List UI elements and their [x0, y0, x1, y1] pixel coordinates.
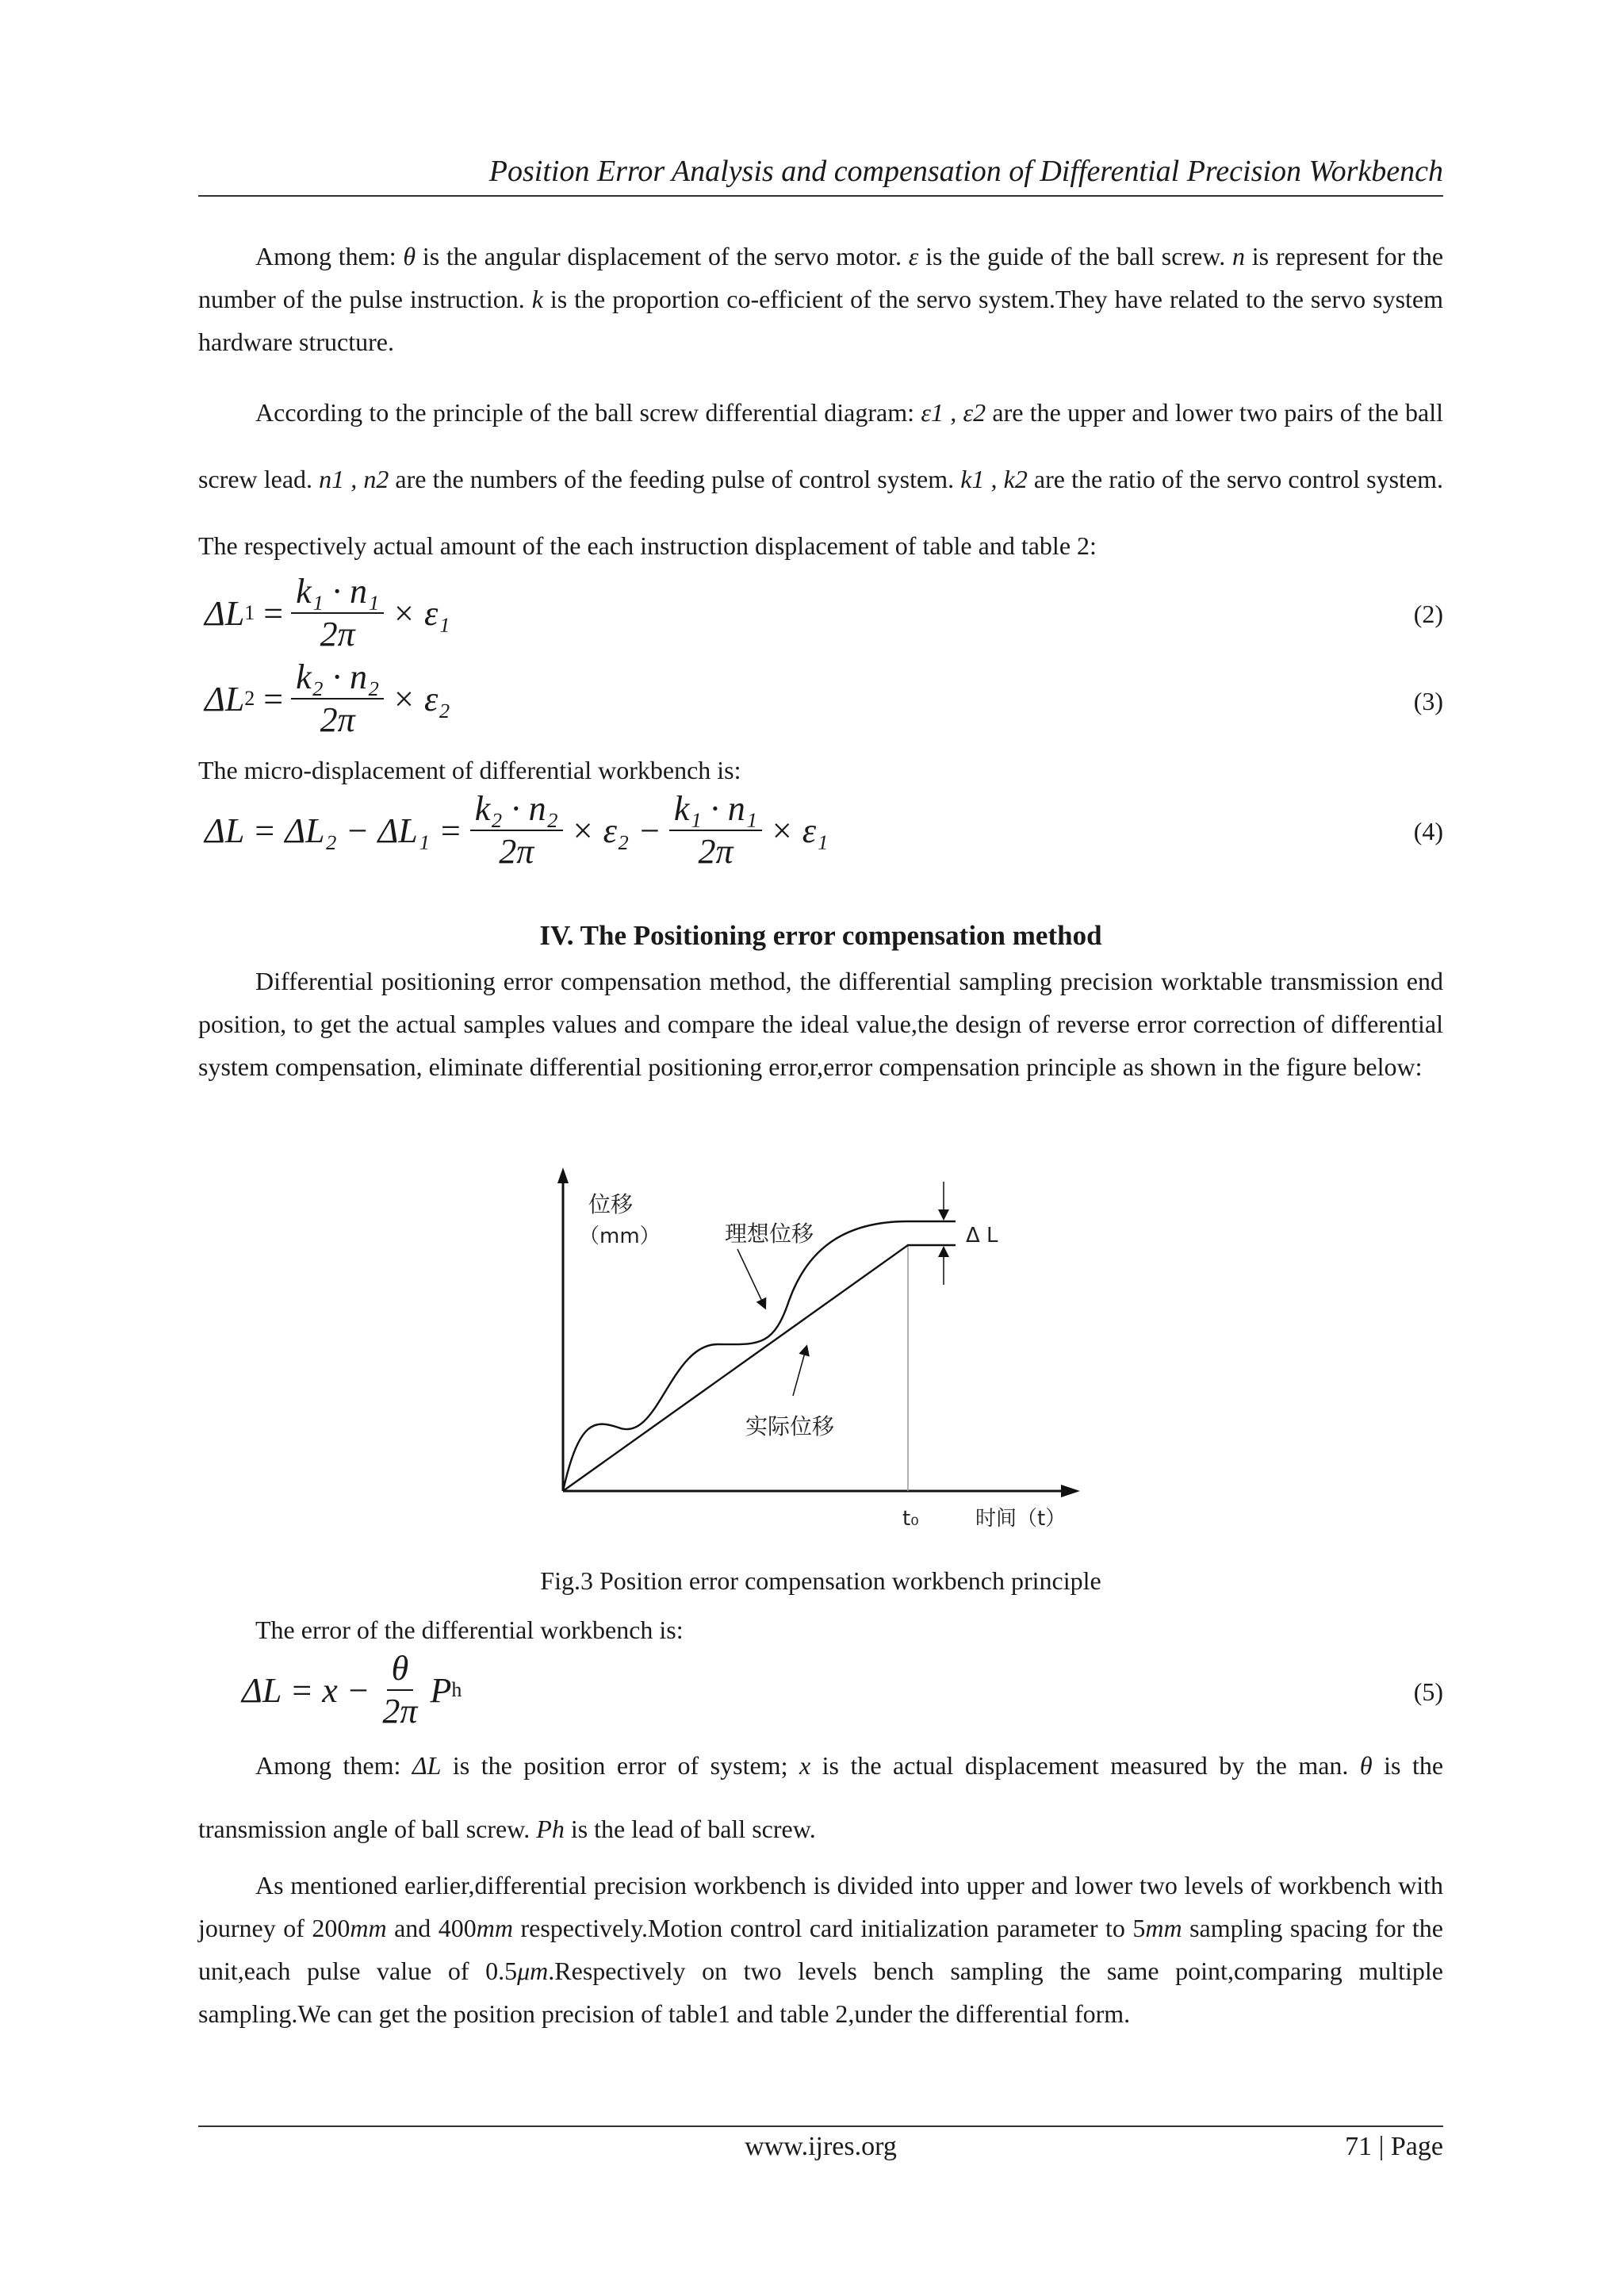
section-heading: IV. The Positioning error compensation method	[539, 920, 1102, 951]
text: are the ratio of the servo control system. The respectively actual amount of the each instruction displacement of table and table 2:	[198, 465, 1444, 560]
text: sampling spacing for the unit,each pulse value of 0.5	[198, 1914, 1443, 1985]
symbol-delta-l: ΔL	[412, 1751, 442, 1780]
y-axis-unit: （mm）	[579, 1225, 661, 1248]
equation-4	[205, 790, 828, 871]
text: .Respectively on two levels bench sampling the same point,comparing multiple sampling.We can get the position precision of table1 and table 2,under the differential form.	[198, 1957, 1444, 2028]
y-axis-label: 位移	[588, 1191, 634, 1217]
numerator: k₂ · n₂	[470, 790, 563, 831]
text: Among them:	[255, 1751, 412, 1780]
x-axis-arrow	[1061, 1485, 1080, 1497]
denominator: 2π	[320, 700, 355, 739]
unit-mm: mm	[350, 1914, 387, 1942]
unit-mm: mm	[1145, 1914, 1182, 1942]
paragraph-variables-2	[198, 379, 1443, 579]
text: is the guide of the ball screw.	[918, 242, 1233, 270]
symbol-theta: θ	[403, 242, 416, 270]
symbol-epsilons: ε1 , ε2	[921, 398, 986, 427]
text: According to the principle of the ball screw differential diagram:	[255, 398, 921, 427]
denominator: 2π	[499, 832, 534, 871]
eq-sub: 1	[244, 601, 255, 624]
paragraph-method: Differential positioning error compensation method, the differential sampling precision worktable transmission end position, to get the actual samples values and compare the ideal value,the design of reverse error correction of differential system compensation, eliminate differential positioning error,error compensation principle as shown in the figure below:	[198, 967, 1443, 1081]
text: is the position error of system;	[441, 1751, 799, 1780]
eq-lhs: ΔL = ΔL₂ − ΔL₁ =	[205, 811, 462, 850]
symbol-ns: n1 , n2	[319, 465, 389, 493]
figure-caption: Fig.3 Position error compensation workbench principle	[540, 1566, 1101, 1595]
micro-displacement-intro: The micro-displacement of differential workbench is:	[198, 756, 741, 784]
equation-number-3: (3)	[1413, 687, 1443, 715]
eq-sub: h	[451, 1678, 462, 1701]
fraction	[291, 658, 384, 739]
equation-number-4: (4)	[1413, 817, 1443, 845]
ideal-pointer	[737, 1249, 764, 1305]
symbol-epsilon: ε	[908, 242, 919, 270]
equation-2: ΔL 1 = $\frac{\text{k₁ · n₁}}{2\pi}$ × ε₁	[205, 572, 450, 654]
denominator: 2π	[698, 832, 733, 871]
symbol-x: x	[799, 1751, 811, 1780]
equation-3: ΔL 2 = $\frac{\text{k₂ · n₂}}{2\pi}$ × ε₂	[205, 657, 450, 739]
eq-mid: × ε₂ −	[570, 811, 661, 850]
error-intro: The error of the differential workbench is:	[255, 1616, 684, 1644]
text: is the proportion co-efficient of the servo system.They have related to the servo system hardware structure.	[198, 285, 1444, 356]
y-axis-arrow	[557, 1167, 569, 1183]
denominator: 2π	[382, 1692, 418, 1731]
text: is the actual displacement measured by the man.	[810, 1751, 1360, 1780]
delta-label: Δ L	[966, 1224, 998, 1248]
paragraph-workbench	[198, 1864, 1443, 2035]
fraction	[669, 790, 762, 871]
unit-um: μm	[517, 1957, 549, 1985]
text: is represent for the number of the pulse instruction.	[198, 242, 1444, 313]
fraction	[470, 790, 563, 871]
paragraph-variables-1	[198, 235, 1443, 363]
symbol-theta: θ	[1359, 1751, 1373, 1780]
ideal-displacement-line	[563, 1245, 956, 1491]
running-header: Position Error Analysis and compensation of Differential Precision Workbench	[488, 155, 1443, 188]
fraction	[377, 1650, 422, 1731]
eq-lhs: ΔL = x −	[242, 1670, 370, 1710]
text: is the lead of ball screw.	[564, 1815, 816, 1843]
actual-displacement-curve	[563, 1221, 956, 1491]
text: As mentioned earlier,differential precision workbench is divided into upper and lower two levels of workbench with journey of 200	[198, 1871, 1443, 1942]
eq-tail: × ε₁	[770, 811, 829, 850]
eq-sub: 2	[244, 687, 255, 710]
actual-pointer	[793, 1350, 806, 1396]
figure-position-error	[547, 1166, 1086, 1539]
ideal-label: 理想位移	[725, 1221, 814, 1247]
eq-lhs: ΔL	[205, 679, 245, 719]
eq-tail: × ε₁	[392, 593, 450, 633]
eq-tail: × ε₂	[392, 679, 450, 719]
footer-rule	[198, 2125, 1443, 2127]
x-axis-label: 时间（t）	[975, 1507, 1067, 1531]
text: are the upper and lower two pairs of the ball screw lead.	[198, 398, 1444, 493]
page-number: 71 | Page	[1345, 2132, 1443, 2161]
symbol-ks: k1 , k2	[960, 465, 1028, 493]
paragraph-symbols	[198, 1734, 1443, 1861]
text: and 400	[386, 1914, 477, 1942]
denominator: 2π	[320, 615, 355, 654]
symbol-ph: Ph	[536, 1815, 565, 1843]
text: Among them:	[255, 242, 404, 270]
fraction	[291, 573, 384, 654]
equation-number-5: (5)	[1413, 1677, 1443, 1706]
numerator: k₁ · n₁	[669, 790, 762, 831]
text: is the transmission angle of ball screw.	[198, 1751, 1444, 1843]
symbol-k: k	[531, 285, 543, 313]
symbol-n: n	[1232, 242, 1246, 270]
unit-mm: mm	[476, 1914, 513, 1942]
eq-tail: P	[430, 1670, 452, 1710]
eq-lhs: ΔL	[205, 593, 245, 633]
text: respectively.Motion control card initialization parameter to 5	[512, 1914, 1146, 1942]
text: is the angular displacement of the servo motor.	[416, 242, 909, 270]
actual-label: 实际位移	[745, 1413, 835, 1439]
numerator: k₁ · n₁	[291, 573, 384, 614]
numerator: k₂ · n₂	[291, 658, 384, 700]
equation-5	[242, 1650, 462, 1731]
text: are the numbers of the feeding pulse of control system.	[389, 465, 961, 493]
t0-label: t₀	[902, 1507, 919, 1531]
numerator: θ	[387, 1650, 414, 1691]
header-rule	[198, 195, 1443, 197]
footer-url[interactable]: www.ijres.org	[745, 2132, 897, 2161]
equation-number-2: (2)	[1413, 600, 1443, 628]
